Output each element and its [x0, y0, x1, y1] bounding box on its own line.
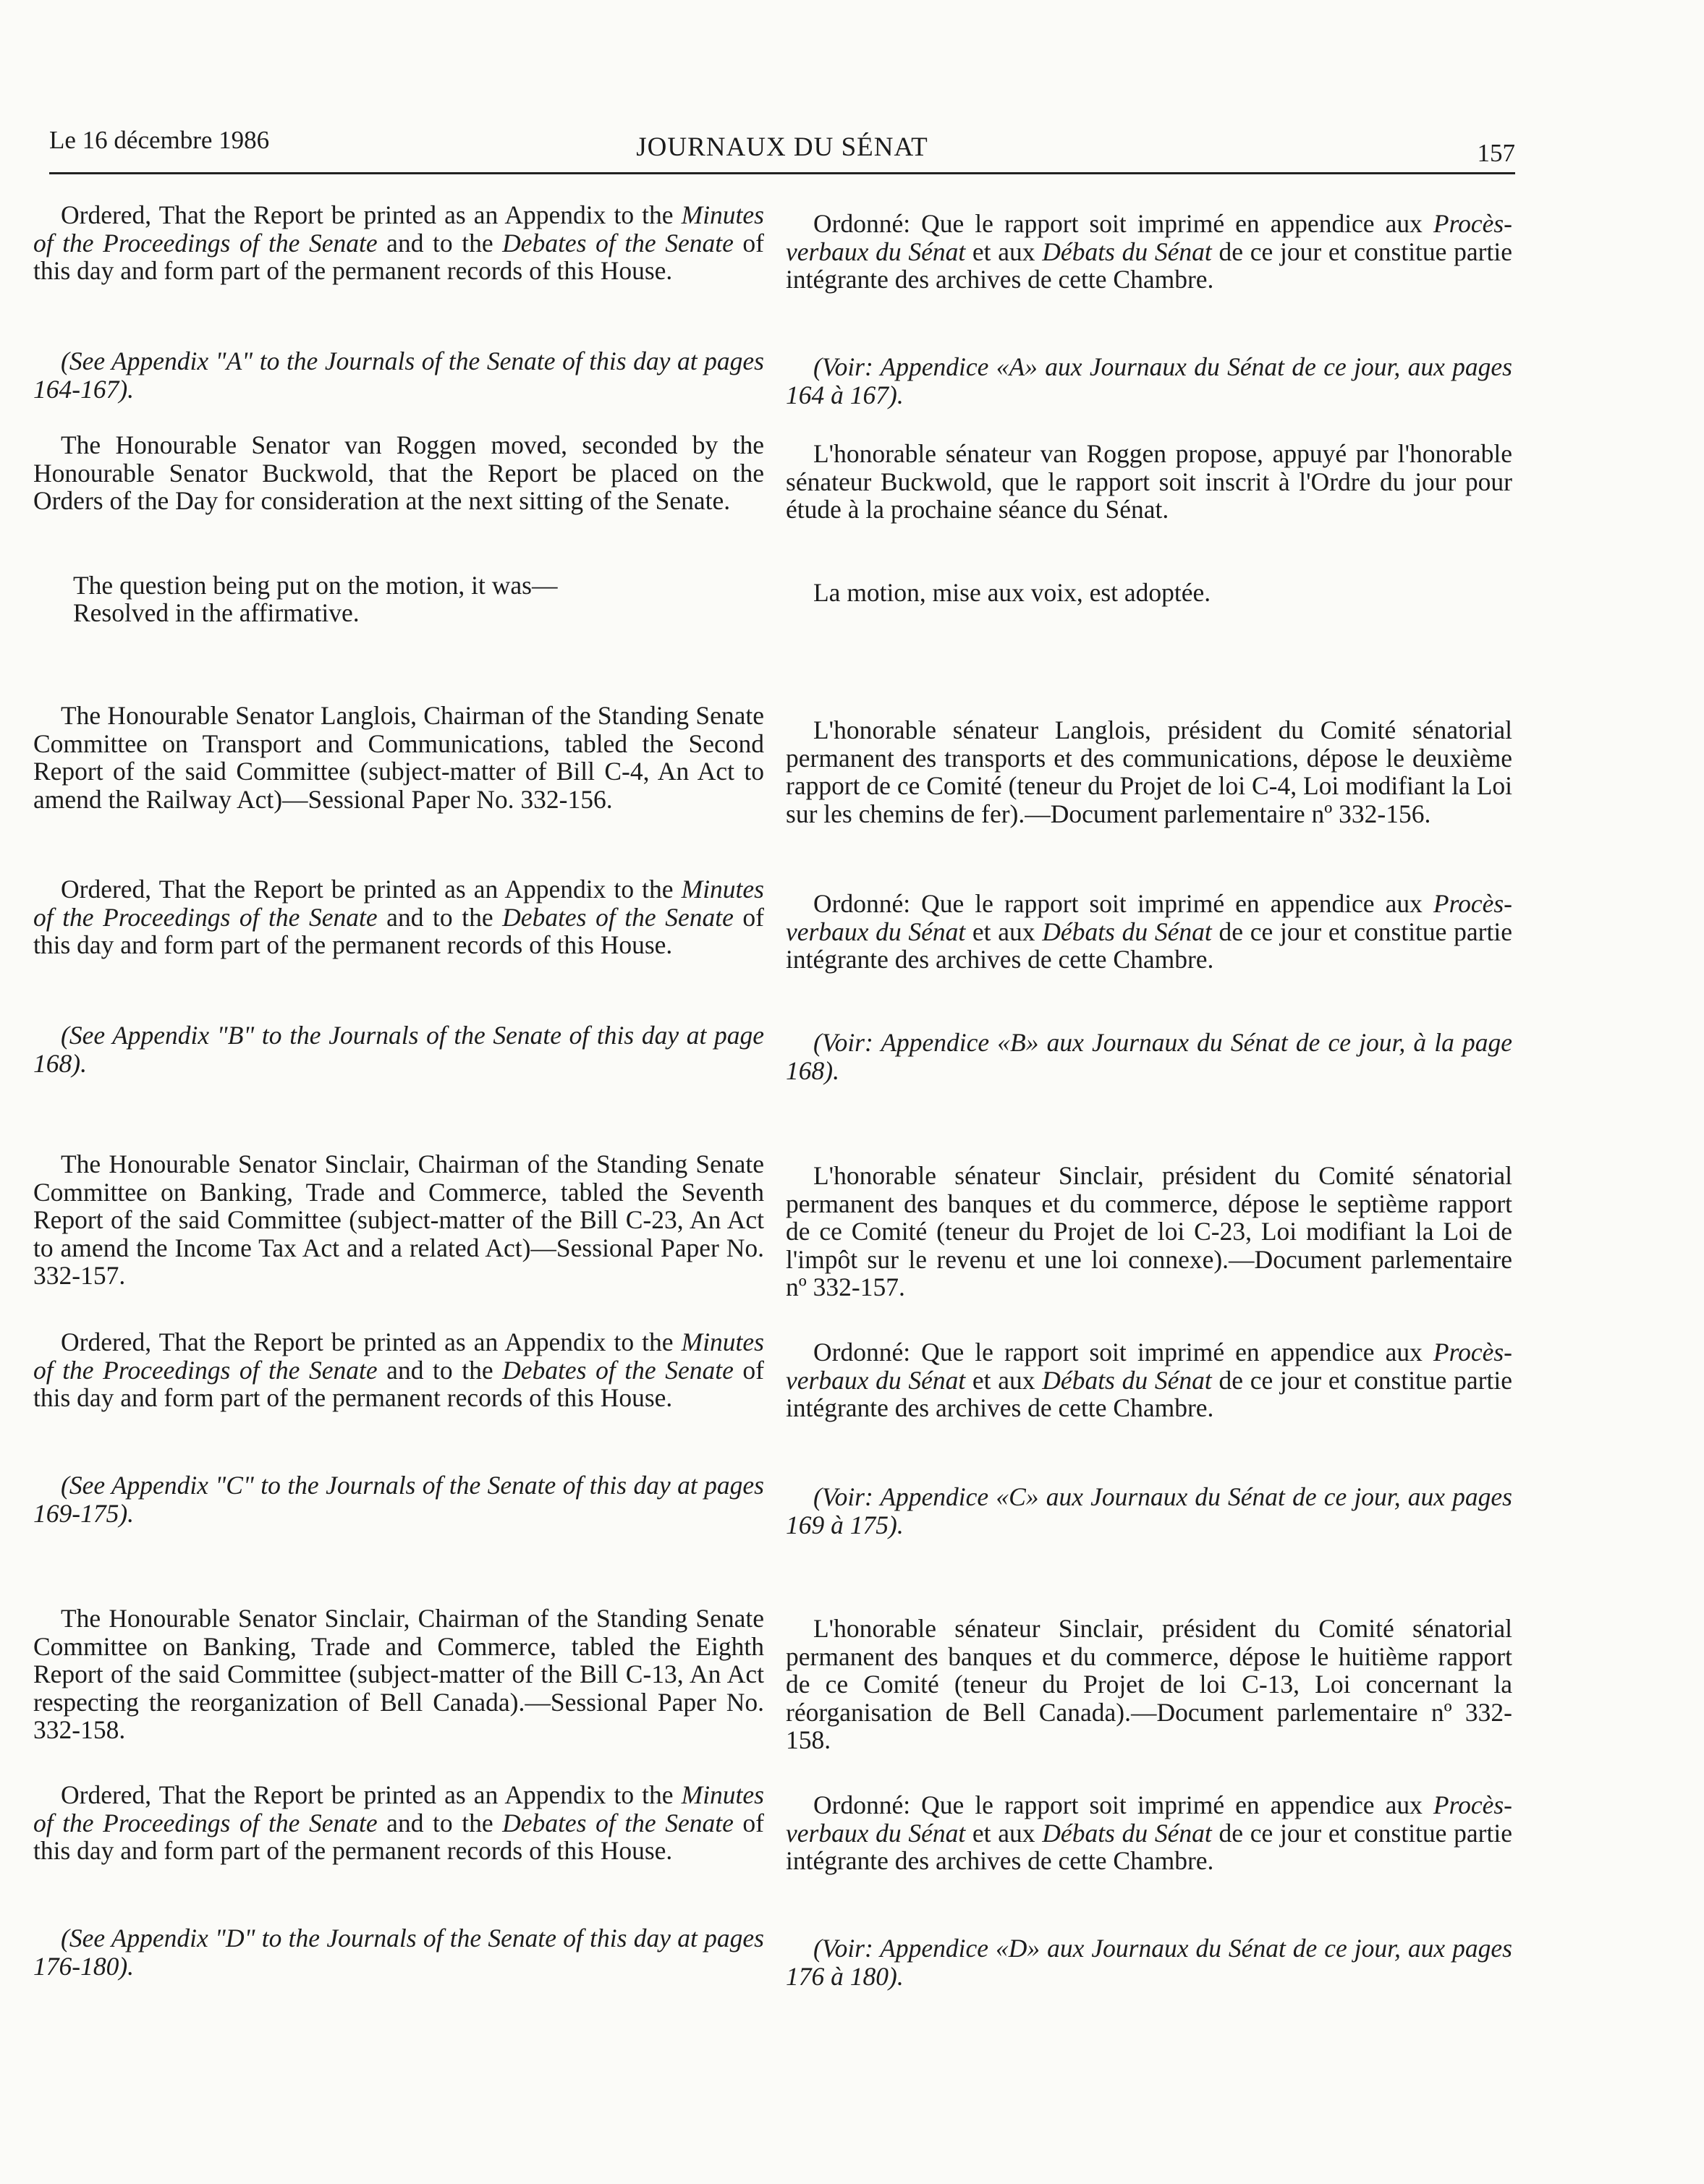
- italic-text: Debates of the Senate: [502, 1355, 734, 1385]
- italic-text: Debates of the Senate: [502, 902, 734, 932]
- motion-paragraph-en: The Honourable Senator van Roggen moved, seconded by the Honourable Senator Buckwold, that the Report be placed on the Orders of the Day for consideration at the next sitting of the Senate.: [33, 430, 764, 515]
- order-paragraph-fr: [786, 890, 1512, 974]
- italic-text: Procès-verbaux du Sénat: [786, 1338, 1512, 1395]
- italic-text: Débats du Sénat: [1042, 917, 1212, 946]
- text: of this day and form part of the permanent records of this House.: [33, 902, 764, 959]
- order-paragraph-fr: [786, 1338, 1512, 1422]
- text: Ordered, That the Report be printed as an Appendix to the: [61, 1327, 682, 1356]
- italic-text: Débats du Sénat: [1042, 1818, 1212, 1848]
- appendix-reference-fr: (Voir: Appendice «D» aux Journaux du Sénat de ce jour, aux pages 176 à 180).: [786, 1934, 1512, 1991]
- italic-text: Débats du Sénat: [1042, 237, 1212, 266]
- appendix-reference-en: (See Appendix "B" to the Journals of the Senate of this day at page 168).: [33, 1021, 764, 1078]
- text: Ordered, That the Report be printed as an Appendix to the: [61, 875, 682, 904]
- order-paragraph-fr: [786, 210, 1512, 294]
- report-paragraph-en: The Honourable Senator Sinclair, Chairman of the Standing Senate Committee on Banking, Trade and Commerce, tabled the Eighth Report of the said Committee (subject-matter of the Bill C-13, An Act respecting the reorganization of Bell Canada).—Sessional Paper No. 332-158.: [33, 1604, 764, 1744]
- italic-text: Debates of the Senate: [502, 228, 734, 258]
- header-date: Le 16 décembre 1986: [49, 126, 270, 154]
- order-paragraph-en: [33, 1328, 764, 1412]
- italic-text: Débats du Sénat: [1042, 1365, 1212, 1395]
- text: de ce jour et constitue partie intégrante des archives de cette Chambre.: [786, 917, 1512, 974]
- italic-text: Procès-verbaux du Sénat: [786, 209, 1512, 266]
- order-paragraph-en: [33, 201, 764, 285]
- text: of this day and form part of the permanent records of this House.: [33, 228, 764, 285]
- order-paragraph-fr: [786, 1791, 1512, 1875]
- text: Ordonné: Que le rapport soit imprimé en appendice aux: [813, 1790, 1433, 1819]
- text: Ordered, That the Report be printed as an Appendix to the: [61, 200, 682, 229]
- text: de ce jour et constitue partie intégrante des archives de cette Chambre.: [786, 237, 1512, 294]
- italic-text: Minutes of the Proceedings of the Senate: [33, 200, 764, 258]
- resolved-line-en: Resolved in the affirmative.: [73, 598, 360, 627]
- text: Ordonné: Que le rapport soit imprimé en appendice aux: [813, 1338, 1433, 1367]
- order-paragraph-en: [33, 875, 764, 959]
- appendix-reference-fr: (Voir: Appendice «C» aux Journaux du Sénat de ce jour, aux pages 169 à 175).: [786, 1482, 1512, 1539]
- text: Ordonné: Que le rapport soit imprimé en appendice aux: [813, 889, 1433, 918]
- report-paragraph-fr: L'honorable sénateur Sinclair, président du Comité sénatorial permanent des banques et du commerce, dépose le huitième rapport de ce Comité (teneur du Projet de loi C-13, Loi concernant la réorganisation de Bell Canada).—Document parlementaire nº 332-158.: [786, 1614, 1512, 1754]
- report-paragraph-fr: L'honorable sénateur Langlois, président du Comité sénatorial permanent des transports et des communications, dépose le deuxième rapport de ce Comité (teneur du Projet de loi C-4, Loi modifiant la Loi sur les chemins de fer).—Document parlementaire nº 332-156.: [786, 715, 1512, 828]
- italic-text: Minutes of the Proceedings of the Senate: [33, 1780, 764, 1837]
- text: Ordered, That the Report be printed as an Appendix to the: [61, 1780, 682, 1809]
- appendix-reference-en: (See Appendix "C" to the Journals of the Senate of this day at pages 169-175).: [33, 1471, 764, 1528]
- motion-paragraph-fr: L'honorable sénateur van Roggen propose, appuyé par l'honorable sénateur Buckwold, que le rapport soit inscrit à l'Ordre du jour pour étude à la prochaine séance du Sénat.: [786, 439, 1512, 524]
- appendix-reference-en: (See Appendix "D" to the Journals of the Senate of this day at pages 176-180).: [33, 1924, 764, 1981]
- report-paragraph-en: The Honourable Senator Sinclair, Chairman of the Standing Senate Committee on Banking, Trade and Commerce, tabled the Seventh Report of the said Committee (subject-matter of the Bill C-23, An Act to amend the Income Tax Act and a related Act)—Sessional Paper No. 332-157.: [33, 1150, 764, 1290]
- italic-text: Procès-verbaux du Sénat: [786, 889, 1512, 946]
- report-paragraph-fr: L'honorable sénateur Sinclair, président du Comité sénatorial permanent des banques et du commerce, dépose le septième rapport de ce Comité (teneur du Projet de loi C-23, Loi modifiant la Loi de l'impôt sur le revenu et une loi connexe).—Document parlementaire nº 332-157.: [786, 1161, 1512, 1301]
- text: and to the: [377, 1355, 503, 1385]
- text: of this day and form part of the permanent records of this House.: [33, 1808, 764, 1865]
- text: et aux: [965, 1818, 1043, 1848]
- adopted-line-fr: La motion, mise aux voix, est adoptée.: [813, 578, 1211, 607]
- text: et aux: [965, 917, 1043, 946]
- text: and to the: [377, 228, 503, 258]
- text: of this day and form part of the permanent records of this House.: [33, 1355, 764, 1412]
- text: Ordonné: Que le rapport soit imprimé en appendice aux: [813, 209, 1433, 238]
- text: de ce jour et constitue partie intégrante des archives de cette Chambre.: [786, 1818, 1512, 1875]
- italic-text: Minutes of the Proceedings of the Senate: [33, 875, 764, 932]
- header-title: JOURNAUX DU SÉNAT: [636, 132, 928, 162]
- appendix-reference-en: (See Appendix "A" to the Journals of the Senate of this day at pages 164-167).: [33, 347, 764, 404]
- page-number: 157: [1477, 139, 1515, 167]
- text: et aux: [965, 237, 1043, 266]
- text: et aux: [965, 1365, 1043, 1395]
- appendix-reference-fr: (Voir: Appendice «B» aux Journaux du Sénat de ce jour, à la page 168).: [786, 1028, 1512, 1085]
- italic-text: Minutes of the Proceedings of the Senate: [33, 1327, 764, 1385]
- italic-text: Procès-verbaux du Sénat: [786, 1790, 1512, 1848]
- text: de ce jour et constitue partie intégrante des archives de cette Chambre.: [786, 1365, 1512, 1422]
- text: and to the: [377, 902, 503, 932]
- order-paragraph-en: [33, 1781, 764, 1865]
- appendix-reference-fr: (Voir: Appendice «A» aux Journaux du Sénat de ce jour, aux pages 164 à 167).: [786, 352, 1512, 409]
- italic-text: Debates of the Senate: [502, 1808, 734, 1837]
- page-header: [49, 122, 1515, 174]
- text: and to the: [377, 1808, 503, 1837]
- report-paragraph-en: The Honourable Senator Langlois, Chairman of the Standing Senate Committee on Transport and Communications, tabled the Second Report of the said Committee (subject-matter of Bill C-4, An Act to amend the Railway Act)—Sessional Paper No. 332-156.: [33, 701, 764, 814]
- question-line-en: The question being put on the motion, it was—: [73, 571, 558, 600]
